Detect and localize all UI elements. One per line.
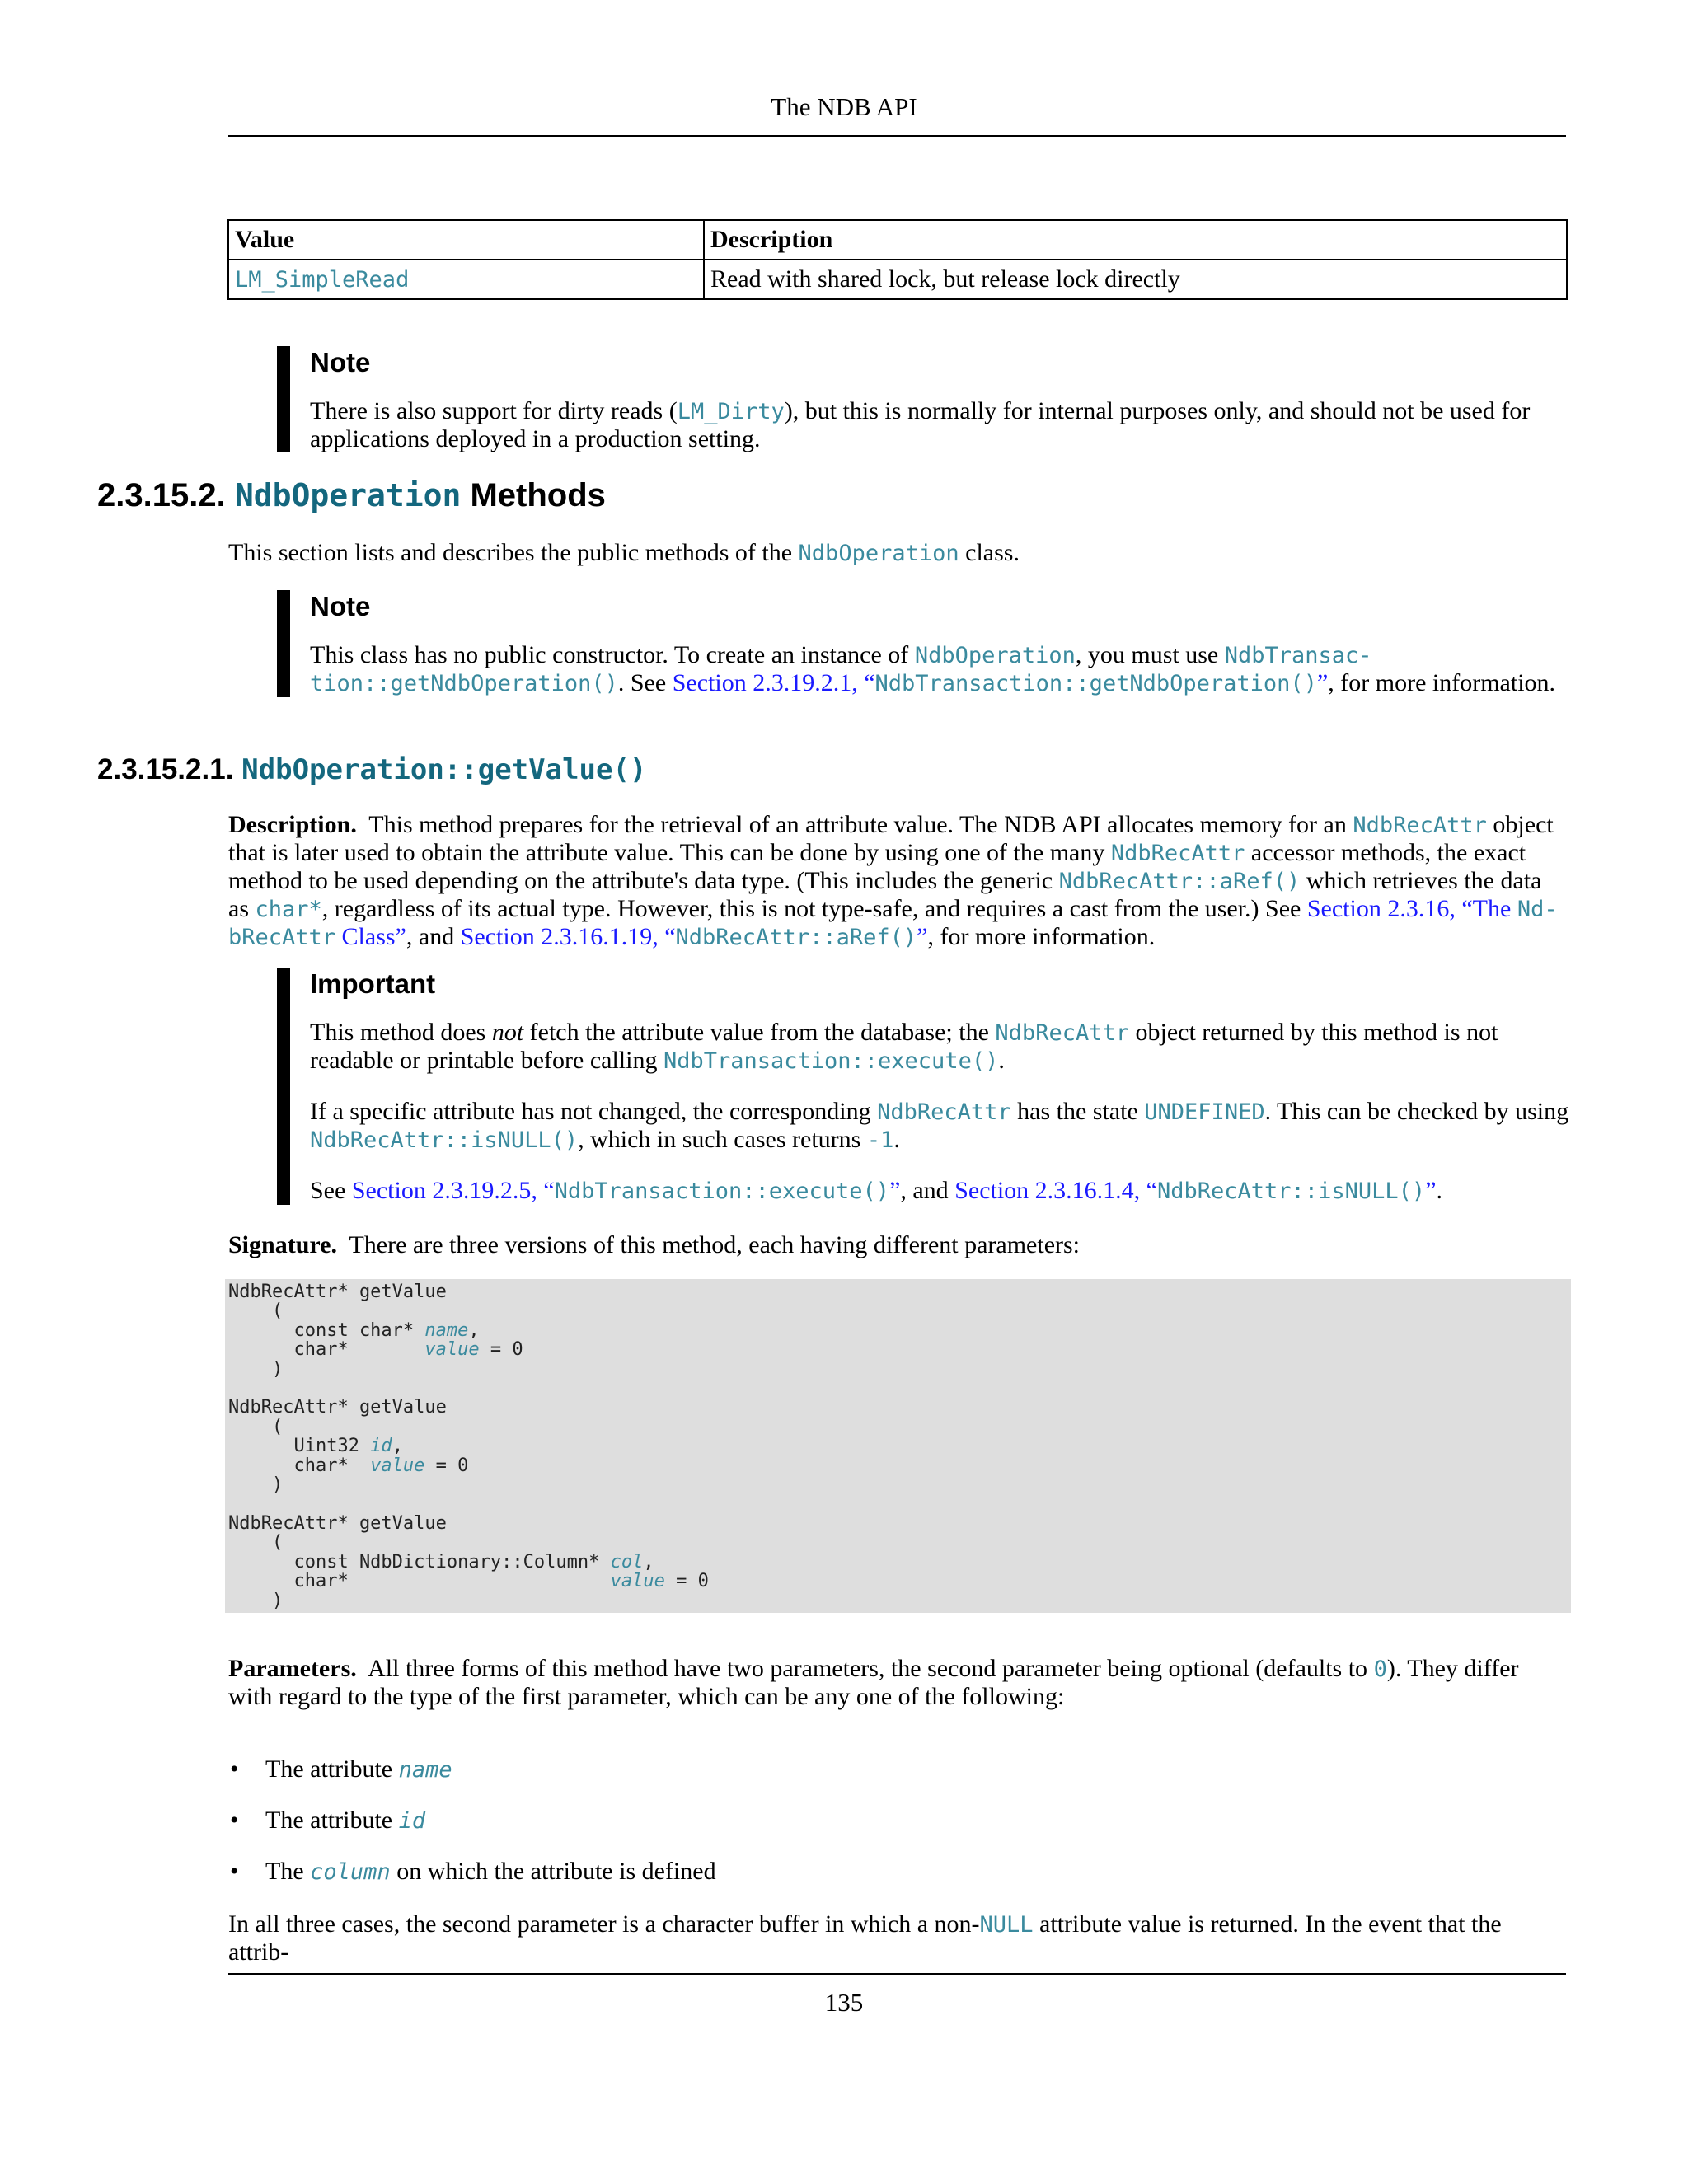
execute-link[interactable]: Section 2.3.19.2.5, “NdbTransaction::execute()”: [351, 1177, 901, 1204]
table-header-row: [228, 220, 1567, 260]
section-heading-getvalue: 2.3.15.2.1. NdbOperation::getValue(): [97, 753, 647, 786]
note-text: There is also support for dirty reads (LM_Dirty), but this is normally for internal purposes only, and should not be used for applications deployed in a production setting.: [310, 397, 1531, 452]
column-header-description: Description: [704, 220, 1567, 260]
aref-link[interactable]: Section 2.3.16.1.19, “NdbRecAttr::aRef()”: [460, 923, 928, 950]
description-paragraph: Description. This method prepares for the retrieval of an attribute value. The NDB API allocates memory for an NdbRecAttr object that is later used to obtain the attribute value. This can be done by using one of the many NdbRecAttr accessor methods, the exact method to be used depending on the attribute's data type. (This includes the generic NdbRecAttr::aRef() which retrieves the data as char*, regardless of its actual type. However, this is not type-safe, and requires a cast from the user.) See Section 2.3.16, “The Nd- bRecAttr Class”, and Section 2.3.16.1.19, “NdbRecAttr::aRef()”, for more information.: [228, 811, 1558, 950]
note-text: This class has no public constructor. To create an instance of NdbOperation, you must use NdbTransac- tion::getNdbOperation(). See Section 2.3.19.2.1, “NdbTransaction::getNdbOperation()”, for more information.: [310, 641, 1556, 696]
note-admonition: [277, 346, 1579, 452]
list-item: • The attribute name: [228, 1755, 1564, 1807]
parameter-list: [228, 1755, 1564, 1909]
final-paragraph: In all three cases, the second parameter is a character buffer in which a non-NULL attribute value is returned. In the event that the attrib-: [228, 1910, 1502, 1966]
running-header: The NDB API: [771, 92, 917, 121]
note-title: Note: [310, 591, 371, 621]
signature-paragraph: Signature. There are three versions of this method, each having different parameters:: [228, 1231, 1081, 1258]
table-cell-description: Read with shared lock, but release lock directly: [704, 260, 1567, 299]
column-header-value: Value: [228, 220, 704, 260]
important-text-3: See Section 2.3.19.2.5, “NdbTransaction::execute()”, and Section 2.3.16.1.4, “NdbRecAttr::isNULL()”.: [310, 1177, 1442, 1204]
section-heading-methods: 2.3.15.2. NdbOperation Methods: [97, 477, 606, 513]
getndboperation-link[interactable]: Section 2.3.19.2.1, “NdbTransaction::getNdbOperation()”: [672, 669, 1329, 696]
important-text-1: This method does not fetch the attribute value from the database; the NdbRecAttr object returned by this method is not readable or printable before calling NdbTransaction::execute().: [310, 1019, 1498, 1074]
note-admonition-constructor: [277, 590, 1579, 697]
table-row: [228, 260, 1567, 299]
note-title: Note: [310, 347, 371, 377]
important-admonition: [277, 968, 1579, 1205]
list-item: • The attribute id: [228, 1807, 1564, 1858]
page-number: 135: [824, 1988, 864, 2017]
list-item: • The column on which the attribute is defined: [228, 1858, 1564, 1909]
ndbrecattr-class-link[interactable]: Section 2.3.16, “The Nd- bRecAttr Class”: [228, 895, 1558, 950]
methods-intro: This section lists and describes the public methods of the NdbOperation class.: [228, 539, 1020, 566]
signature-code-block: NdbRecAttr* getValue ( const char* name, char* value = 0 ) NdbRecAttr* getValue ( Uint32 id, char* value = 0 ) NdbRecAttr* getValue ( const NdbDictionary::Column* col, char* value = 0 ): [225, 1279, 1571, 1613]
table-cell-value: LM_SimpleRead: [228, 260, 704, 299]
header-rule: [228, 135, 1566, 137]
isnull-link[interactable]: Section 2.3.16.1.4, “NdbRecAttr::isNULL()”: [954, 1177, 1437, 1204]
lock-mode-table: [227, 219, 1568, 300]
parameters-paragraph: Parameters. All three forms of this method have two parameters, the second parameter being optional (defaults to 0). They differ with regard to the type of the first parameter, which can be any one of the following:: [228, 1655, 1519, 1710]
important-title: Important: [310, 968, 436, 999]
footer-rule: [228, 1973, 1566, 1975]
important-text-2: If a specific attribute has not changed, the corresponding NdbRecAttr has the state UNDEFINED. This can be checked by using NdbRecAttr::isNULL(), which in such cases returns -1.: [310, 1098, 1569, 1153]
